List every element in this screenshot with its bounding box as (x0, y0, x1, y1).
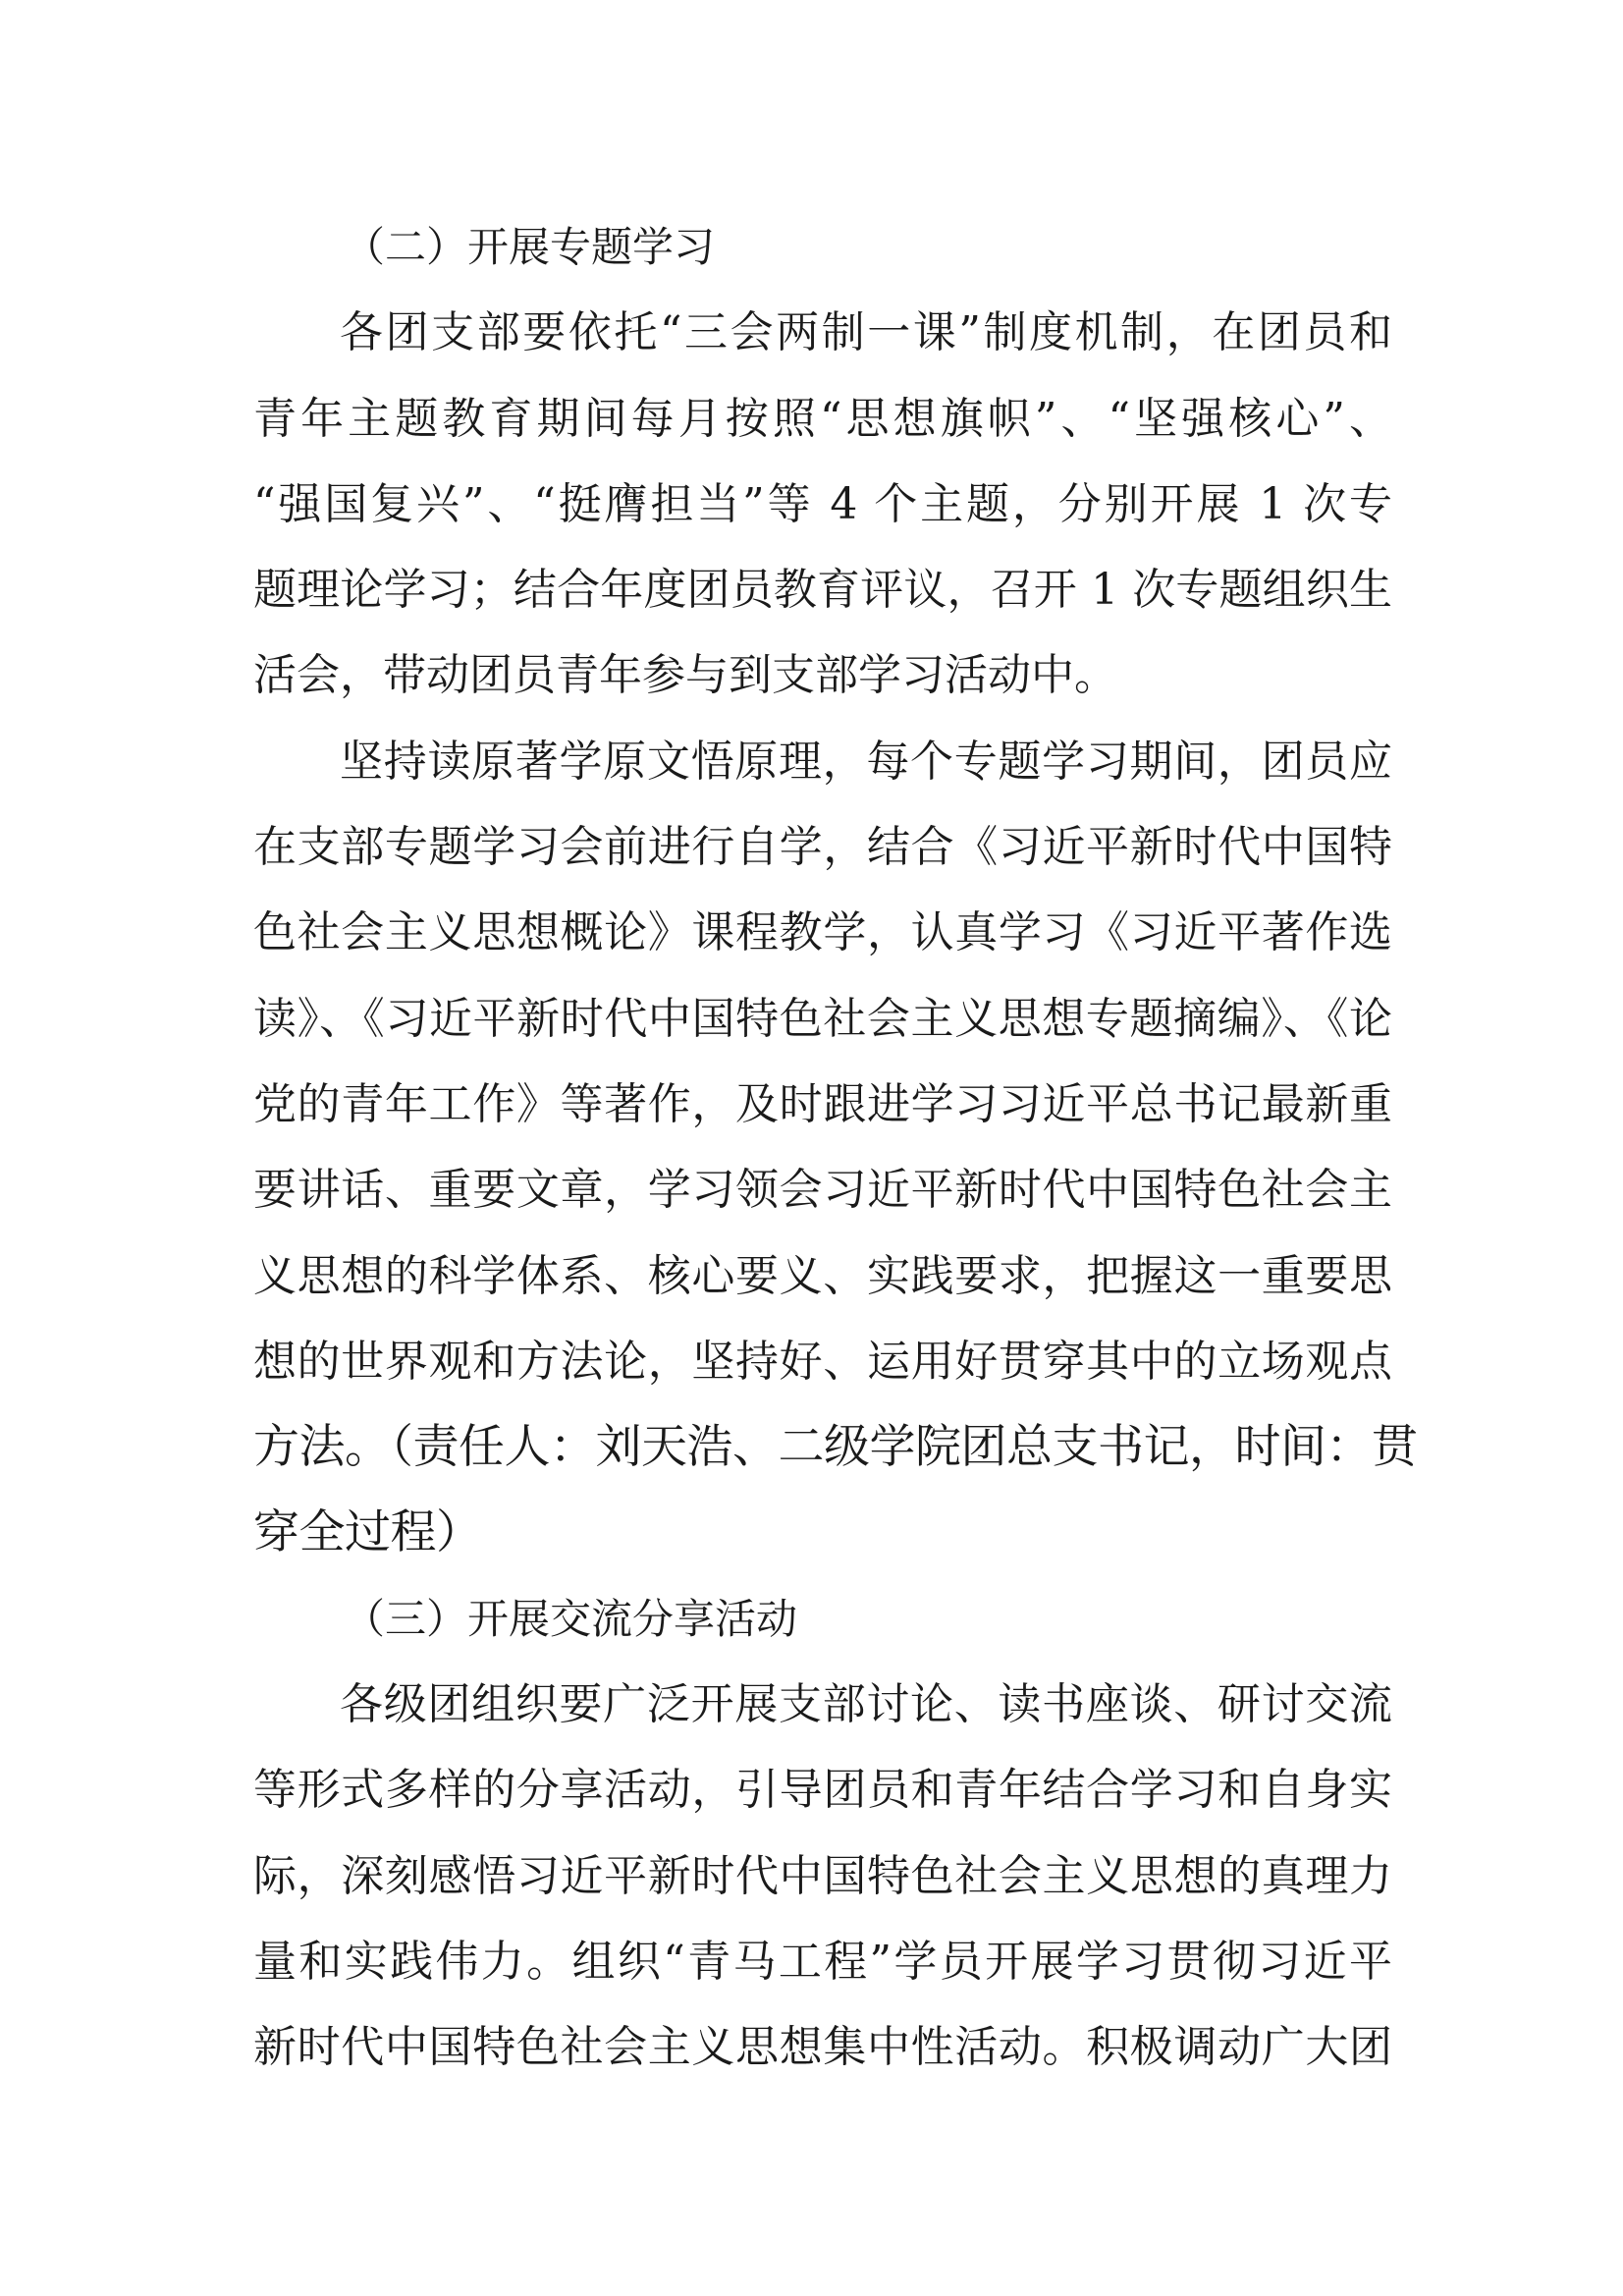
heading-text: （三）开展交流分享活动 (344, 1594, 798, 1643)
paragraph-line: 等形式多样的分享活动，引导团员和青年结合学习和自身实 (253, 1765, 1392, 1816)
section-heading-3 (253, 1576, 1392, 1662)
paragraph-line: 想的世界观和方法论，坚持好、运用好贯穿其中的立场观点 (253, 1336, 1392, 1387)
paragraph-line: 坚持读原著学原文悟原理，每个专题学习期间，团员应 (340, 736, 1392, 787)
paragraph-line: 读》、《习近平新时代中国特色社会主义思想专题摘编》、《论 (253, 993, 1392, 1044)
section-heading-2 (253, 204, 1392, 290)
paragraph-line: 要讲话、重要文章，学习领会习近平新时代中国特色社会主 (253, 1165, 1392, 1216)
paragraph-line: 各团支部要依托“三会两制一课”制度机制，在团员和 (340, 307, 1392, 358)
paragraph-line: 青年主题教育期间每月按照“思想旗帜”、“坚强核心”、 (253, 393, 1392, 444)
paragraph-line: 际，深刻感悟习近平新时代中国特色社会主义思想的真理力 (253, 1850, 1392, 1901)
responsibility-line: 穿全过程） (253, 1505, 482, 1560)
paragraph-line: “强国复兴”、“挺膺担当”等 4 个主题，分别开展 1 次专 (253, 478, 1392, 529)
paragraph-3-1 (253, 1662, 1392, 2090)
paragraph-line: 活会，带动团员青年参与到支部学习活动中。 (253, 650, 1117, 701)
paragraph-line: 党的青年工作》等著作，及时跟进学习习近平总书记最新重 (253, 1078, 1392, 1129)
heading-text: （二）开展专题学习 (344, 223, 716, 271)
paragraph-line: 量和实践伟力。组织“青马工程”学员开展学习贯彻习近平 (253, 1936, 1392, 1987)
paragraph-line: 在支部专题学习会前进行自学，结合《习近平新时代中国特 (253, 822, 1392, 873)
paragraph-line: 题理论学习；结合年度团员教育评议，召开 1 次专题组织生 (253, 565, 1392, 616)
paragraph-2-2 (253, 719, 1418, 1576)
paragraph-line: 义思想的科学体系、核心要义、实践要求，把握这一重要思 (253, 1250, 1392, 1301)
responsibility-line: 方法。（责任人：刘天浩、二级学院团总支书记，时间：贯 (253, 1420, 1418, 1475)
paragraph-line: 新时代中国特色社会主义思想集中性活动。积极调动广大团 (253, 2022, 1392, 2073)
paragraph-line: 色社会主义思想概论》课程教学，认真学习《习近平著作选 (253, 907, 1392, 958)
paragraph-line: 各级团组织要广泛开展支部讨论、读书座谈、研讨交流 (340, 1679, 1392, 1730)
document-body (253, 204, 1418, 2091)
paragraph-2-1 (253, 290, 1392, 718)
